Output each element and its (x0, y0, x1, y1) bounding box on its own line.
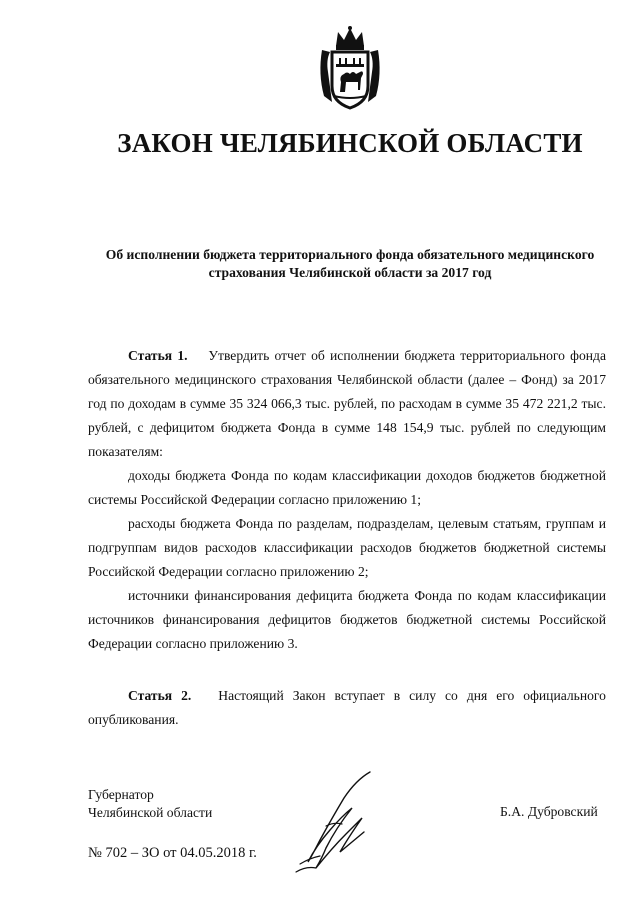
article-1-item: расходы бюджета Фонда по разделам, подразделам, целевым статьям, группам и подгруппам видов расходов классификации расходов бюджетов бюджетной системы Российской Федерации согласно приложению 2; (88, 516, 606, 579)
subtitle-line-1: Об исполнении бюджета территориального фонда обязательного медицинского (105, 247, 595, 262)
article-1-item: доходы бюджета Фонда по кодам классификации доходов бюджетов бюджетной системы Российской Федерации согласно приложению 1; (88, 468, 606, 507)
article-2-paragraph (88, 684, 606, 732)
governor-name: Б.А. Дубровский (500, 804, 598, 819)
governor-title-line-2: Челябинской области (88, 805, 213, 820)
article-1-paragraph (88, 344, 606, 464)
article-1-text: Утвердить отчет об исполнении бюджета территориального фонда обязательного медицинского страхования Челябинской области (далее – Фонд) за 2017 год по доходам в сумме 35 324 066,3 тыс. рублей, по расходам в сумме 35 472 221,2 тыс. рублей, с дефицитом бюджета Фонда в сумме 148 154,9 тыс. рублей по следующим показателям: (88, 348, 606, 459)
handwritten-signature (286, 768, 386, 878)
article-1-item: источники финансирования дефицита бюджета Фонда по кодам классификации источников финансирования дефицитов бюджетов бюджетной системы Российской Федерации согласно приложению 3. (88, 588, 606, 651)
subtitle-line-2: страхования Челябинской области за 2017 год (208, 265, 492, 280)
law-subtitle (80, 246, 620, 282)
governor-title-line-1: Губернатор (88, 787, 154, 802)
article-1 (88, 344, 606, 656)
article-1-label: Статья 1. (128, 348, 188, 363)
article-2-label: Статья 2. (128, 688, 192, 703)
article-2 (88, 684, 606, 732)
governor-title (88, 786, 212, 822)
article-2-text: Настоящий Закон вступает в силу со дня его официального опубликования. (88, 688, 606, 727)
law-number: № 702 – ЗО от 04.05.2018 г. (88, 845, 257, 861)
law-title: ЗАКОН ЧЕЛЯБИНСКОЙ ОБЛАСТИ (117, 128, 583, 158)
coat-of-arms-icon (314, 24, 386, 114)
